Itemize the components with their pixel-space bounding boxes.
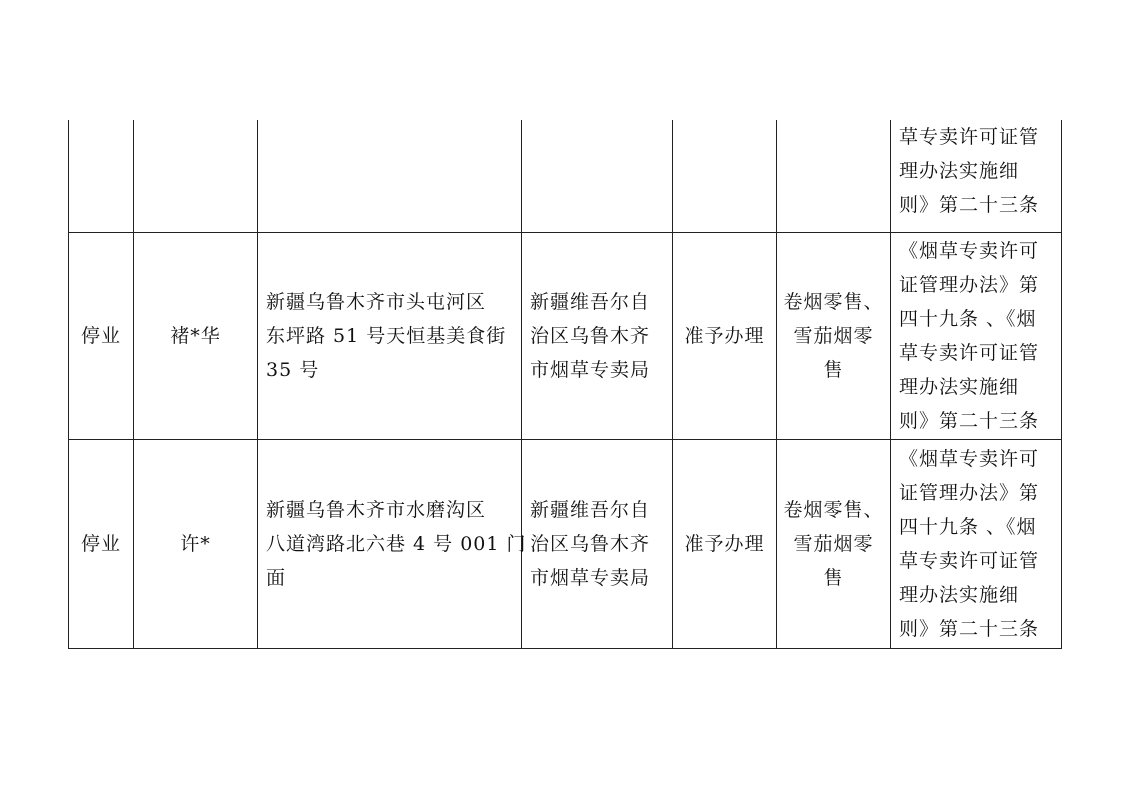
basis-line: 则》第二十三条 (899, 410, 1040, 432)
status-cell: 停业 (69, 440, 134, 649)
basis-line: 则》第二十三条 (899, 194, 1040, 216)
basis-cell (891, 440, 1062, 649)
scope-line: 售 (823, 359, 844, 381)
name-cell: 褚*华 (134, 233, 258, 440)
table-row (69, 440, 1062, 649)
basis-line: 则》第二十三条 (899, 618, 1040, 640)
decision-cell: 准予办理 (673, 440, 777, 649)
address-cell (258, 233, 522, 440)
authority-line: 新疆维吾尔自 (530, 499, 651, 521)
authority-cell (522, 440, 673, 649)
address-line: 八道湾路北六巷 4 号 001 门 (266, 533, 527, 555)
basis-line: 证管理办法》第 (899, 274, 1040, 296)
basis-line: 四十九条 、《烟 (899, 308, 1037, 330)
address-line: 面 (266, 567, 287, 589)
address-cell (258, 120, 522, 233)
basis-line: 四十九条 、《烟 (899, 516, 1037, 538)
scope-cell (777, 120, 891, 233)
basis-line: 证管理办法》第 (899, 482, 1040, 504)
scope-cell (777, 233, 891, 440)
name-cell (134, 120, 258, 233)
address-line: 新疆乌鲁木齐市水磨沟区 (266, 499, 487, 521)
basis-line: 《烟草专卖许可 (899, 240, 1040, 262)
name-cell: 许* (134, 440, 258, 649)
address-line: 新疆乌鲁木齐市头屯河区 (266, 291, 487, 313)
basis-line: 理办法实施细 (899, 376, 1020, 398)
basis-line: 草专卖许可证管 (899, 550, 1040, 572)
authority-line: 新疆维吾尔自 (530, 291, 651, 313)
basis-line: 草专卖许可证管 (899, 126, 1040, 148)
scope-line: 卷烟零售、 (783, 291, 884, 313)
decision-cell: 准予办理 (673, 233, 777, 440)
scope-line: 雪茄烟零 (793, 325, 874, 347)
address-line: 东坪路 51 号天恒基美食街 (266, 325, 507, 347)
license-change-table (68, 120, 1062, 649)
table-row (69, 120, 1062, 233)
authority-cell (522, 120, 673, 233)
status-cell: 停业 (69, 233, 134, 440)
status-cell (69, 120, 134, 233)
scope-line: 售 (823, 567, 844, 589)
scope-cell (777, 440, 891, 649)
decision-cell (673, 120, 777, 233)
scope-line: 雪茄烟零 (793, 533, 874, 555)
basis-line: 草专卖许可证管 (899, 342, 1040, 364)
authority-line: 治区乌鲁木齐 (530, 533, 651, 555)
basis-cell (891, 120, 1062, 233)
basis-line: 理办法实施细 (899, 160, 1020, 182)
authority-line: 治区乌鲁木齐 (530, 325, 651, 347)
authority-line: 市烟草专卖局 (530, 359, 651, 381)
table-row (69, 233, 1062, 440)
scope-line: 卷烟零售、 (783, 499, 884, 521)
address-cell (258, 440, 527, 649)
authority-cell (522, 233, 673, 440)
address-line: 35 号 (266, 359, 320, 381)
basis-cell (891, 233, 1062, 440)
authority-line: 市烟草专卖局 (530, 567, 651, 589)
basis-line: 《烟草专卖许可 (899, 448, 1040, 470)
basis-line: 理办法实施细 (899, 584, 1020, 606)
